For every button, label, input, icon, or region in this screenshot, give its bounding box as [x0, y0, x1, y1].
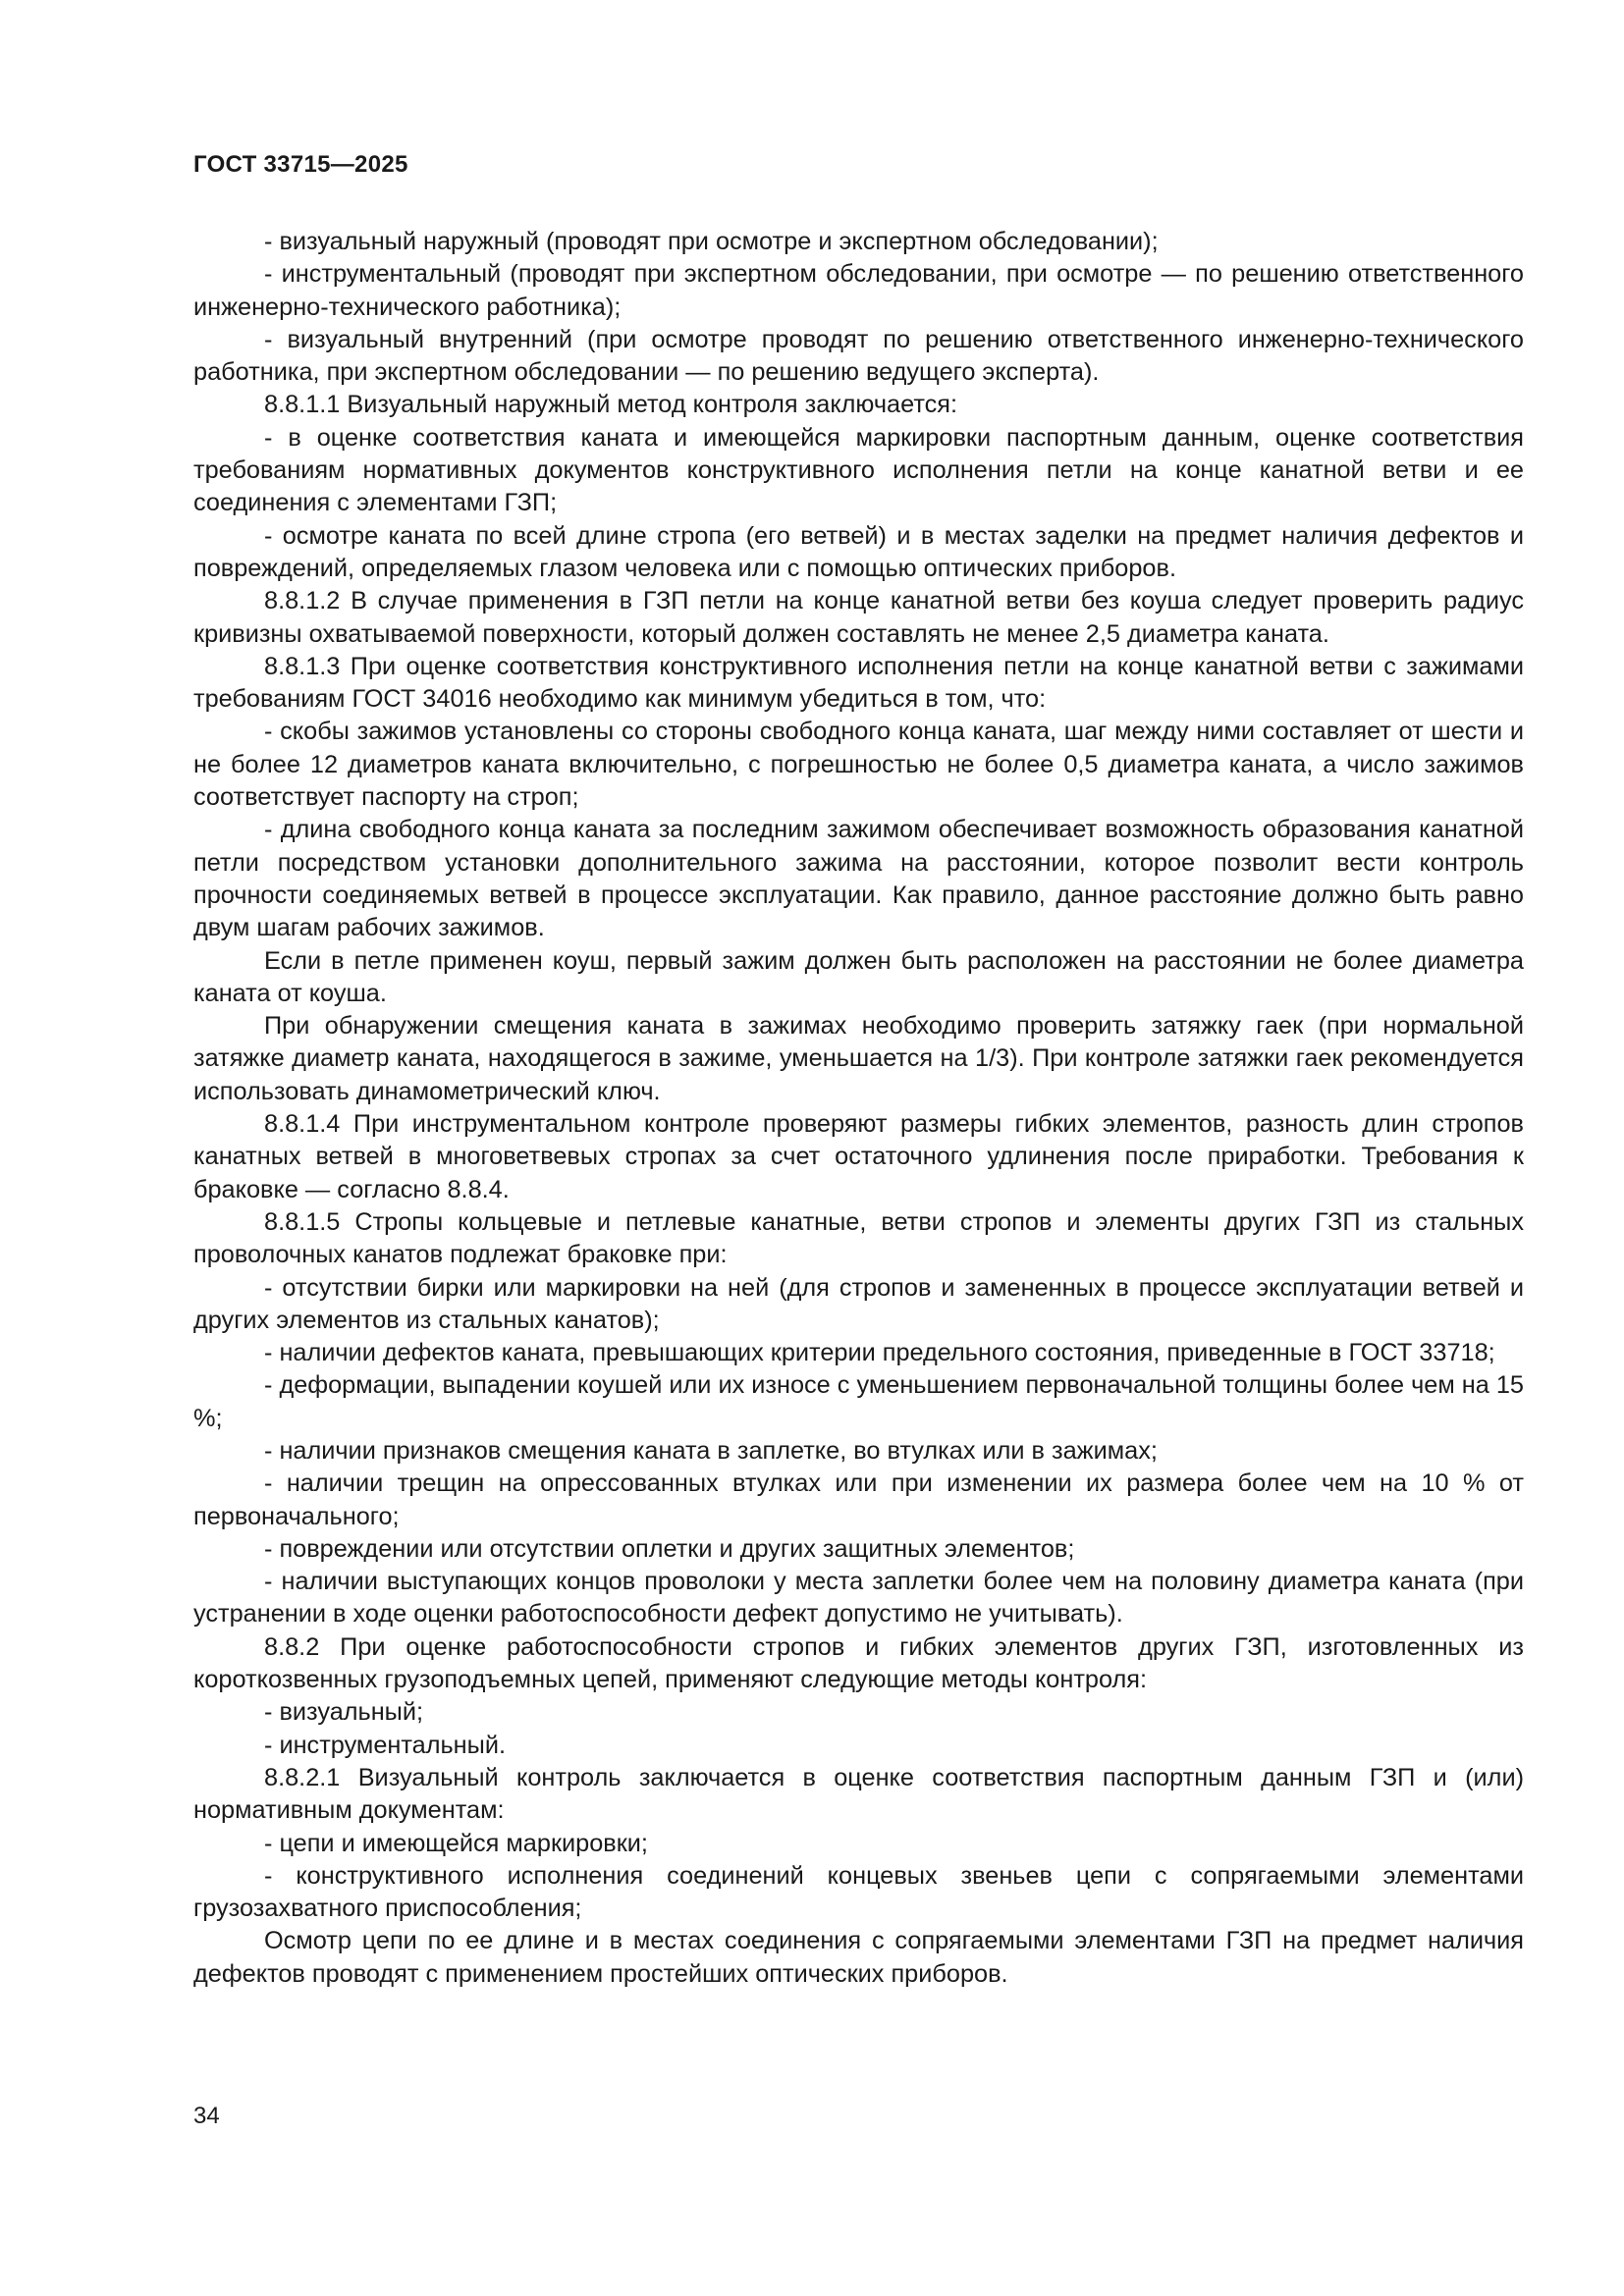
paragraph: 8.8.1.5 Стропы кольцевые и петлевые канатные, ветви стропов и элементы других ГЗП из стальных проволочных канатов подлежат браковке при: [193, 1207, 1524, 1269]
paragraph: - цепи и имеющейся маркировки; [264, 1829, 648, 1857]
paragraph: 8.8.2 При оценке работоспособности стропов и гибких элементов других ГЗП, изготовленных из короткозвенных грузоподъемных цепей, применяют следующие методы контроля: [193, 1632, 1524, 1694]
paragraph: - инструментальный (проводят при экспертном обследовании, при осмотре — по решению ответственного инженерно-технического работника); [193, 260, 1524, 321]
paragraph: - отсутствии бирки или маркировки на ней (для стропов и замененных в процессе эксплуатации ветвей и других элементов из стальных канатов); [193, 1273, 1524, 1334]
paragraph: При обнаружении смещения каната в зажимах необходимо проверить затяжку гаек (при нормальной затяжке диаметр каната, находящегося в зажиме, уменьшается на 1/3). При контроле затяжки гаек рекомендуется использовать динамометрический ключ. [193, 1012, 1524, 1105]
paragraph: - визуальный наружный (проводят при осмотре и экспертном обследовании); [264, 228, 1159, 255]
paragraph: 8.8.1.4 При инструментальном контроле проверяют размеры гибких элементов, разность длин стропов канатных ветвей в многоветвевых стропах за счет остаточного удлинения после приработки. Требования к браковке — согласно 8.8.4. [193, 1110, 1524, 1203]
paragraph: - осмотре каната по всей длине стропа (его ветвей) и в местах заделки на предмет наличия дефектов и повреждений, определяемых глазом человека или с помощью оптических приборов. [193, 521, 1524, 582]
paragraph: - инструментальный. [264, 1731, 506, 1759]
paragraph: - в оценке соответствия каната и имеющейся маркировки паспортным данным, оценке соответствия требованиям нормативных документов конструктивного исполнения петли на конце канатной ветви и ее соединения с элементами ГЗП; [193, 423, 1524, 517]
paragraph: - длина свободного конца каната за последним зажимом обеспечивает возможность образования канатной петли посредством установки дополнительного зажима на расстоянии, которое позволит вести контроль прочности соединяемых ветвей в процессе эксплуатации. Как правило, данное расстояние должно быть равно двум шагам рабочих зажимов. [193, 816, 1524, 942]
paragraph: - наличии трещин на опрессованных втулках или при изменении их размера более чем на 10 % от первоначального; [193, 1469, 1524, 1530]
document-header: ГОСТ 33715—2025 [193, 151, 408, 178]
document-body [193, 226, 1524, 1991]
paragraph: - визуальный внутренний (при осмотре проводят по решению ответственного инженерно-технического работника, при экспертном обследовании — по решению ведущего эксперта). [193, 325, 1524, 387]
paragraph: Если в петле применен коуш, первый зажим должен быть расположен на расстоянии не более диаметра каната от коуша. [193, 946, 1524, 1007]
paragraph: 8.8.1.2 В случае применения в ГЗП петли на конце канатной ветви без коуша следует проверить радиус кривизны охватываемой поверхности, который должен составлять не менее 2,5 диаметра каната. [193, 587, 1524, 648]
paragraph: - наличии дефектов каната, превышающих критерии предельного состояния, приведенные в ГОСТ 33718; [264, 1339, 1495, 1367]
paragraph: Осмотр цепи по ее длине и в местах соединения с сопрягаемыми элементами ГЗП на предмет наличия дефектов проводят с применением простейших оптических приборов. [193, 1927, 1524, 1988]
paragraph: - визуальный; [264, 1698, 424, 1727]
paragraph: - конструктивного исполнения соединений концевых звеньев цепи с сопрягаемыми элементами грузозахватного приспособления; [193, 1861, 1524, 1923]
paragraph: - наличии выступающих концов проволоки у места заплетки более чем на половину диаметра каната (при устранении в ходе оценки работоспособности дефект допустимо не учитывать). [193, 1568, 1524, 1629]
paragraph: - повреждении или отсутствии оплетки и других защитных элементов; [264, 1534, 1075, 1563]
paragraph: - деформации, выпадении коушей или их износе с уменьшением первоначальной толщины более чем на 15 %; [193, 1371, 1524, 1432]
paragraph: 8.8.2.1 Визуальный контроль заключается в оценке соответствия паспортным данным ГЗП и (или) нормативным документам: [193, 1763, 1524, 1825]
paragraph: - наличии признаков смещения каната в заплетке, во втулках или в зажимах; [264, 1436, 1158, 1465]
paragraph: - скобы зажимов установлены со стороны свободного конца каната, шаг между ними составляет от шести и не более 12 диаметров каната включительно, с погрешностью не более 0,5 диаметра каната, а число зажимов соответствует паспорту на строп; [193, 718, 1524, 812]
page-number: 34 [193, 2103, 220, 2129]
paragraph: 8.8.1.1 Визуальный наружный метод контроля заключается: [264, 391, 958, 419]
paragraph: 8.8.1.3 При оценке соответствия конструктивного исполнения петли на конце канатной ветви с зажимами требованиям ГОСТ 34016 необходимо как минимум убедиться в том, что: [193, 652, 1524, 714]
